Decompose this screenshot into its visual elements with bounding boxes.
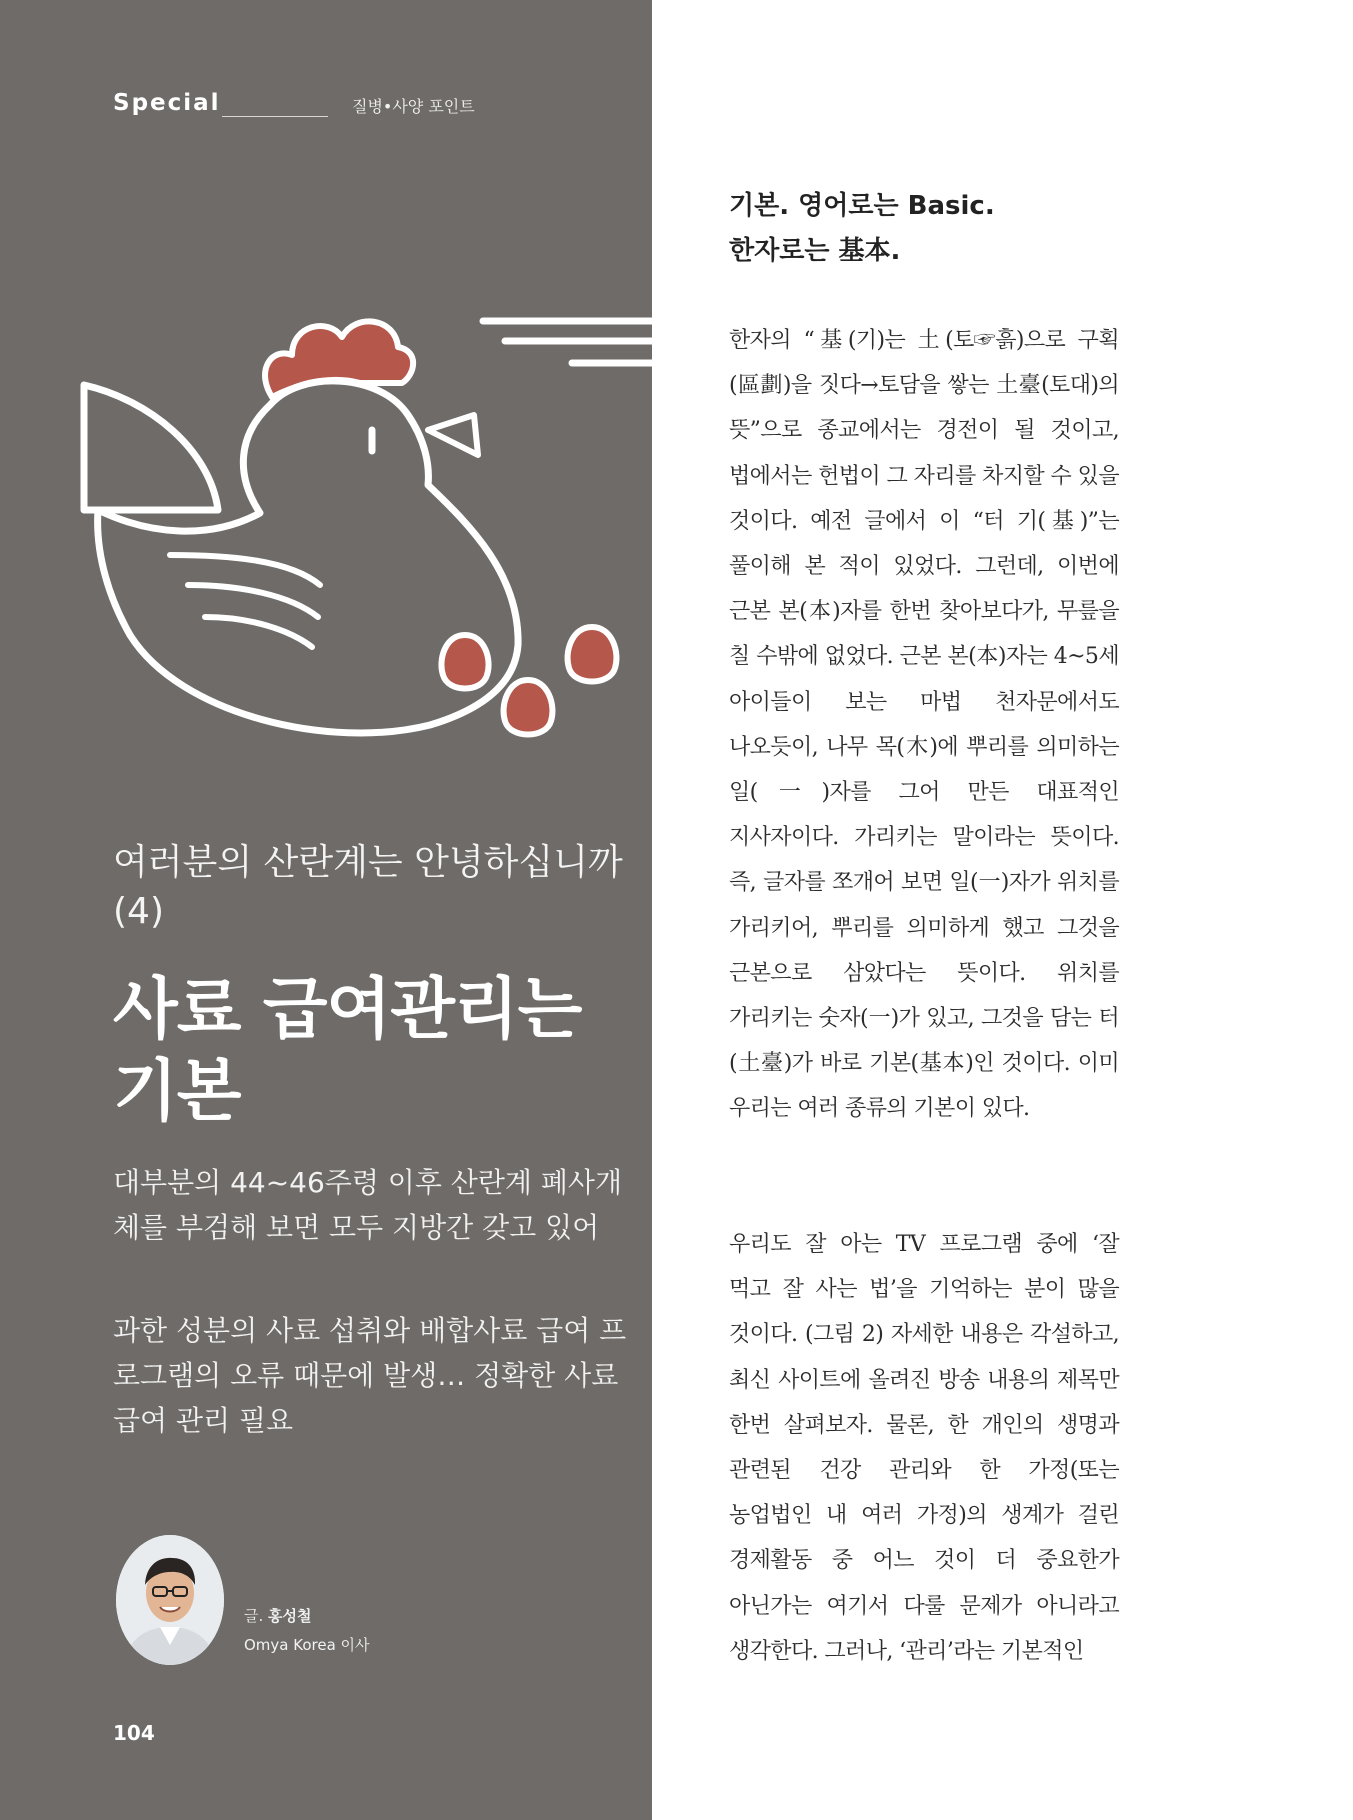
wing-icon [170, 555, 320, 585]
section-subtitle: 질병•사양 포인트 [352, 97, 475, 116]
egg-icon [568, 627, 617, 682]
author-avatar [116, 1535, 224, 1665]
wing-icon [188, 585, 318, 617]
beak-icon [428, 415, 478, 455]
lead-line-1: 기본. 영어로는 Basic. [729, 191, 995, 221]
series-title: 여러분의 산란계는 안녕하십니까(4) [113, 842, 623, 932]
egg-icon [504, 680, 553, 735]
comb-icon [265, 321, 413, 397]
author-prefix: 글. [244, 1607, 264, 1625]
tail-icon [84, 385, 218, 510]
egg-icon [441, 635, 488, 689]
summary-2: 과한 성분의 사료 섭취와 배합사료 급여 프로그램의 오류 때문에 발생… 정확한 사료 급여 관리 필요 [113, 1314, 627, 1437]
body-paragraph-1: 한자의 “基(기)는 土(토☞흙)으로 구획(區劃)을 짓다→토담을 쌓는 土臺(토대)의 뜻”으로 종교에서는 경전이 될 것이고, 법에서는 헌법이 그 자리를 차지할 수 있을 것이다. 예전 글에서 이 “터 기(基)”는 풀이해 본 적이 있었다. 그런데, 이번에 근본 본(本)자를 한번 찾아보다가, 무릎을 칠 수밖에 없었다. 근본 본(本)자는 4~5세 아이들이 보는 마법 천자문에서도 나오듯이, 나무 목(木)에 뿌리를 의미하는 일(一)자를 그어 만든 대표적인 지사자이다. 가리키는 말이라는 뜻이다. 즉, 글자를 쪼개어 보면 일(一)자가 위치를 가리키어, 뿌리를 의미하게 했고 그것을 근본으로 삼았다는 뜻이다. 위치를 가리키는 숫자(一)가 있고, 그것을 담는 터(土臺)가 바로 기본(基本)인 것이다. 이미 우리는 여러 종류의 기본이 있다. [729, 328, 1119, 1122]
left-panel [0, 0, 652, 1820]
wing-icon [205, 617, 312, 647]
page-number: 104 [113, 1721, 155, 1745]
hen-illustration-icon [0, 255, 652, 755]
summary-1: 대부분의 44~46주령 이후 산란계 폐사개체를 부검해 보면 모두 지방간 갖고 있어 [113, 1166, 622, 1244]
author-photo-icon [116, 1535, 224, 1665]
author-role: Omya Korea 이사 [244, 1636, 370, 1654]
body-paragraph-2: 우리도 잘 아는 TV 프로그램 중에 ‘잘 먹고 잘 사는 법’을 기억하는 분이 많을 것이다. (그림 2) 자세한 내용은 각설하고, 최신 사이트에 올려진 방송 내용의 제목만 한번 살펴보자. 물론, 한 개인의 생명과 관련된 건강 관리와 한 가정(또는 농업법인 내 여러 가정)의 생계가 걸린 경제활동 중 어느 것이 더 중요한가 아닌가는 여기서 다룰 문제가 아니라고 생각한다. 그러나, ‘관리’라는 기본적인 [729, 1232, 1119, 1664]
author-byline [244, 1605, 312, 1626]
author-name: 홍성철 [268, 1607, 312, 1625]
lead-text [729, 184, 1149, 274]
section-label: Special [113, 90, 221, 116]
lead-line-2: 한자로는 基本. [729, 236, 901, 266]
section-divider [222, 116, 328, 117]
main-title: 사료 급여관리는 기본 [113, 970, 582, 1130]
